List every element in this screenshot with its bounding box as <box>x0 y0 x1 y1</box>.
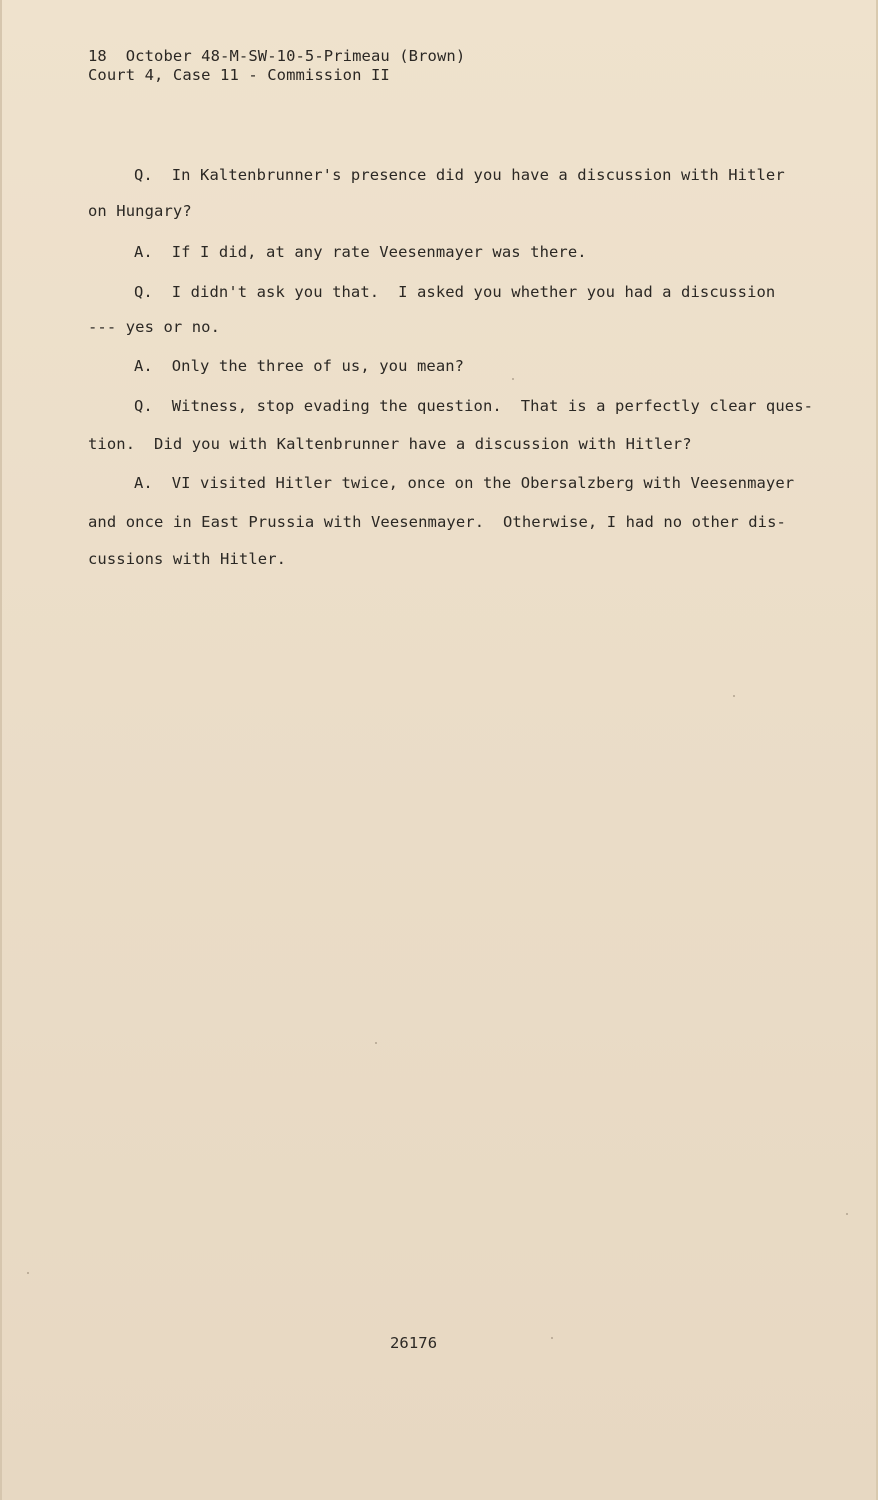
paper-speck <box>733 695 735 697</box>
transcript-line: A. If I did, at any rate Veesenmayer was there. <box>134 243 587 261</box>
transcript-line: A. Only the three of us, you mean? <box>134 357 465 375</box>
transcript-line: --- yes or no. <box>88 318 221 336</box>
paper-speck <box>512 378 514 380</box>
paper-speck <box>551 1337 553 1339</box>
paper-speck <box>846 1213 848 1215</box>
transcript-line: A. VI visited Hitler twice, once on the Obersalzberg with Veesenmayer <box>134 474 795 492</box>
header-session-line: 18 October 48-M-SW-10-5-Primeau (Brown) <box>88 47 466 65</box>
transcript-line: Q. Witness, stop evading the question. That is a perfectly clear ques- <box>134 397 814 415</box>
page-number: 26176 <box>390 1334 438 1352</box>
transcript-line: Q. In Kaltenbrunner's presence did you have a discussion with Hitler <box>134 166 785 184</box>
header-court-line: Court 4, Case 11 - Commission II <box>88 66 390 84</box>
paper-speck <box>27 1272 29 1274</box>
transcript-line: and once in East Prussia with Veesenmayer. Otherwise, I had no other dis- <box>88 513 786 531</box>
paper-speck <box>375 1042 377 1044</box>
transcript-line: cussions with Hitler. <box>88 550 287 568</box>
transcript-line: tion. Did you with Kaltenbrunner have a discussion with Hitler? <box>88 435 692 453</box>
transcript-line: on Hungary? <box>88 202 192 220</box>
document-header <box>88 47 465 85</box>
transcript-line: Q. I didn't ask you that. I asked you whether you had a discussion <box>134 283 776 301</box>
